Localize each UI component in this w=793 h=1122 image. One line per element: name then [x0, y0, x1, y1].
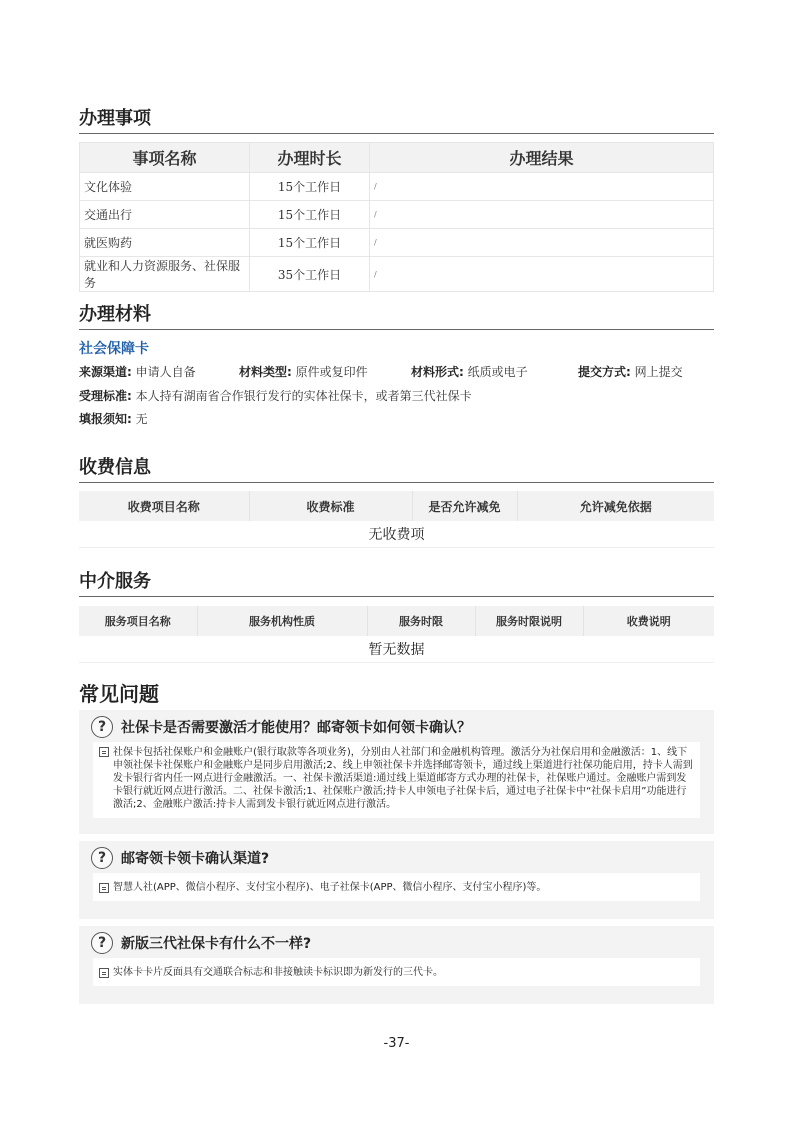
material-type: 材料类型: 原件或复印件 [239, 365, 368, 379]
table-header-row [80, 143, 714, 173]
item-result: / [370, 257, 714, 292]
item-name: 文化体验 [80, 173, 250, 201]
table-row [80, 229, 714, 257]
faq-answer: 社保卡包括社保账户和金融账户(银行取款等各项业务)，分别由人社部门和金融机构管理。激活分为社保启用和金融激活：1、线下申领社保卡社保账户和金融账户是同步启用激活;2、线上申领社保卡并选择邮寄领卡，通过线上渠道进行社保功能启用，持卡人需到发卡银行省内任一网点进行金融激活。一、社保卡激活渠道:通过线上渠道邮寄方式办理的社保卡，社保账户通过。金融账户需到发卡银行就近网点进行激活。二、社保卡激活;1、社保账户激活;持卡人申领电子社保卡后，通过电子社保卡中“社保卡启用”功能进行激活;2、金融账户激活:持卡人需到发卡银行就近网点进行激活。 [93, 742, 700, 818]
faq-answer: 智慧人社(APP、微信小程序、支付宝小程序)、电子社保卡(APP、微信小程序、支付宝小程序)等。 [93, 873, 700, 901]
table-header-row [79, 491, 714, 521]
section-title-agency: 中介服务 [79, 567, 714, 597]
section-title-items: 办理事项 [79, 104, 714, 134]
table-row [79, 636, 714, 662]
item-name: 交通出行 [80, 201, 250, 229]
answer-icon [99, 968, 109, 978]
page-number: -37- [383, 1036, 410, 1051]
material-title: 社会保障卡 [79, 341, 149, 357]
item-duration: 15个工作日 [250, 173, 370, 201]
material-submit: 提交方式: 网上提交 [578, 365, 683, 379]
material-standard: 受理标准: 本人持有湖南省合作银行发行的实体社保卡，或者第三代社保卡 [79, 389, 472, 403]
header-fee-name: 收费项目名称 [79, 491, 249, 521]
item-duration: 15个工作日 [250, 201, 370, 229]
material-notice: 填报须知: 无 [79, 412, 148, 426]
empty-message: 无收费项 [79, 521, 714, 547]
header-fee-waiver: 是否允许减免 [412, 491, 517, 521]
table-row [80, 201, 714, 229]
section-title-faq: 常见问题 [79, 682, 159, 706]
header-item-name: 事项名称 [80, 143, 250, 173]
header-fee-desc: 收费说明 [583, 606, 714, 636]
fee-table [79, 491, 714, 548]
table-row [79, 521, 714, 547]
section-title-materials: 办理材料 [79, 300, 714, 330]
table-row [80, 173, 714, 201]
item-result: / [370, 201, 714, 229]
table-row [80, 257, 714, 292]
answer-icon [99, 883, 109, 893]
faq-item [79, 710, 714, 834]
section-title-fees: 收费信息 [79, 453, 714, 483]
answer-icon [99, 747, 109, 757]
header-fee-basis: 允许减免依据 [517, 491, 714, 521]
faq-question: ? 邮寄领卡领卡确认渠道? [91, 847, 269, 869]
header-duration: 办理时长 [250, 143, 370, 173]
faq-question: ? 新版三代社保卡有什么不一样? [91, 932, 311, 954]
table-header-row [79, 606, 714, 636]
item-name: 就业和人力资源服务、社保服务 [80, 257, 250, 292]
header-agency-nature: 服务机构性质 [197, 606, 367, 636]
faq-item [79, 926, 714, 1004]
material-source: 来源渠道: 申请人自备 [79, 365, 196, 379]
faq-item [79, 841, 714, 919]
item-result: / [370, 229, 714, 257]
item-result: / [370, 173, 714, 201]
header-time-limit-desc: 服务时限说明 [475, 606, 583, 636]
items-table [79, 142, 714, 292]
empty-message: 暂无数据 [79, 636, 714, 662]
material-form: 材料形式: 纸质或电子 [411, 365, 528, 379]
agency-table [79, 606, 714, 663]
header-time-limit: 服务时限 [367, 606, 475, 636]
header-result: 办理结果 [370, 143, 714, 173]
item-name: 就医购药 [80, 229, 250, 257]
item-duration: 35个工作日 [250, 257, 370, 292]
header-fee-standard: 收费标准 [249, 491, 412, 521]
faq-answer: 实体卡卡片反面具有交通联合标志和非接触读卡标识即为新发行的三代卡。 [93, 958, 700, 986]
question-icon: ? [91, 932, 113, 954]
faq-question: ? 社保卡是否需要激活才能使用？邮寄领卡如何领卡确认？ [91, 716, 471, 738]
question-icon: ? [91, 716, 113, 738]
question-icon: ? [91, 847, 113, 869]
item-duration: 15个工作日 [250, 229, 370, 257]
header-service-name: 服务项目名称 [79, 606, 197, 636]
